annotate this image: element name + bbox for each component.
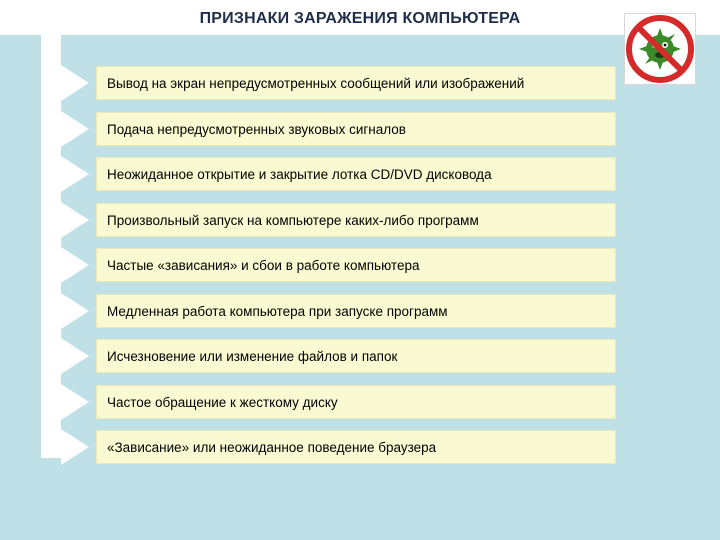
arrow-pointer — [61, 65, 89, 101]
arrow-pointer — [61, 247, 89, 283]
arrow-pointer — [61, 202, 89, 238]
list-item: Подача непредусмотренных звуковых сигналов — [96, 112, 616, 146]
list-item: Медленная работа компьютера при запуске программ — [96, 294, 616, 328]
arrow-pointer — [61, 338, 89, 374]
arrow-pointer — [61, 111, 89, 147]
page-title: ПРИЗНАКИ ЗАРАЖЕНИЯ КОМПЬЮТЕРА — [199, 10, 521, 27]
list-item: Исчезновение или изменение файлов и папок — [96, 339, 616, 373]
list-item: Неожиданное открытие и закрытие лотка CD/DVD дисковода — [96, 157, 616, 191]
arrow-pointer — [61, 293, 89, 329]
list-item: Вывод на экран непредусмотренных сообщений или изображений — [96, 66, 616, 100]
arrow-spine — [41, 35, 61, 458]
no-virus-icon — [624, 13, 696, 85]
arrow-pointer — [61, 156, 89, 192]
list-item: «Зависание» или неожиданное поведение браузера — [96, 430, 616, 464]
arrow-pointer — [61, 384, 89, 420]
list-item: Произвольный запуск на компьютере каких-либо программ — [96, 203, 616, 237]
content-area — [0, 35, 720, 540]
list-item: Частое обращение к жесткому диску — [96, 385, 616, 419]
list-item: Частые «зависания» и сбои в работе компьютера — [96, 248, 616, 282]
arrow-pointer — [61, 429, 89, 465]
